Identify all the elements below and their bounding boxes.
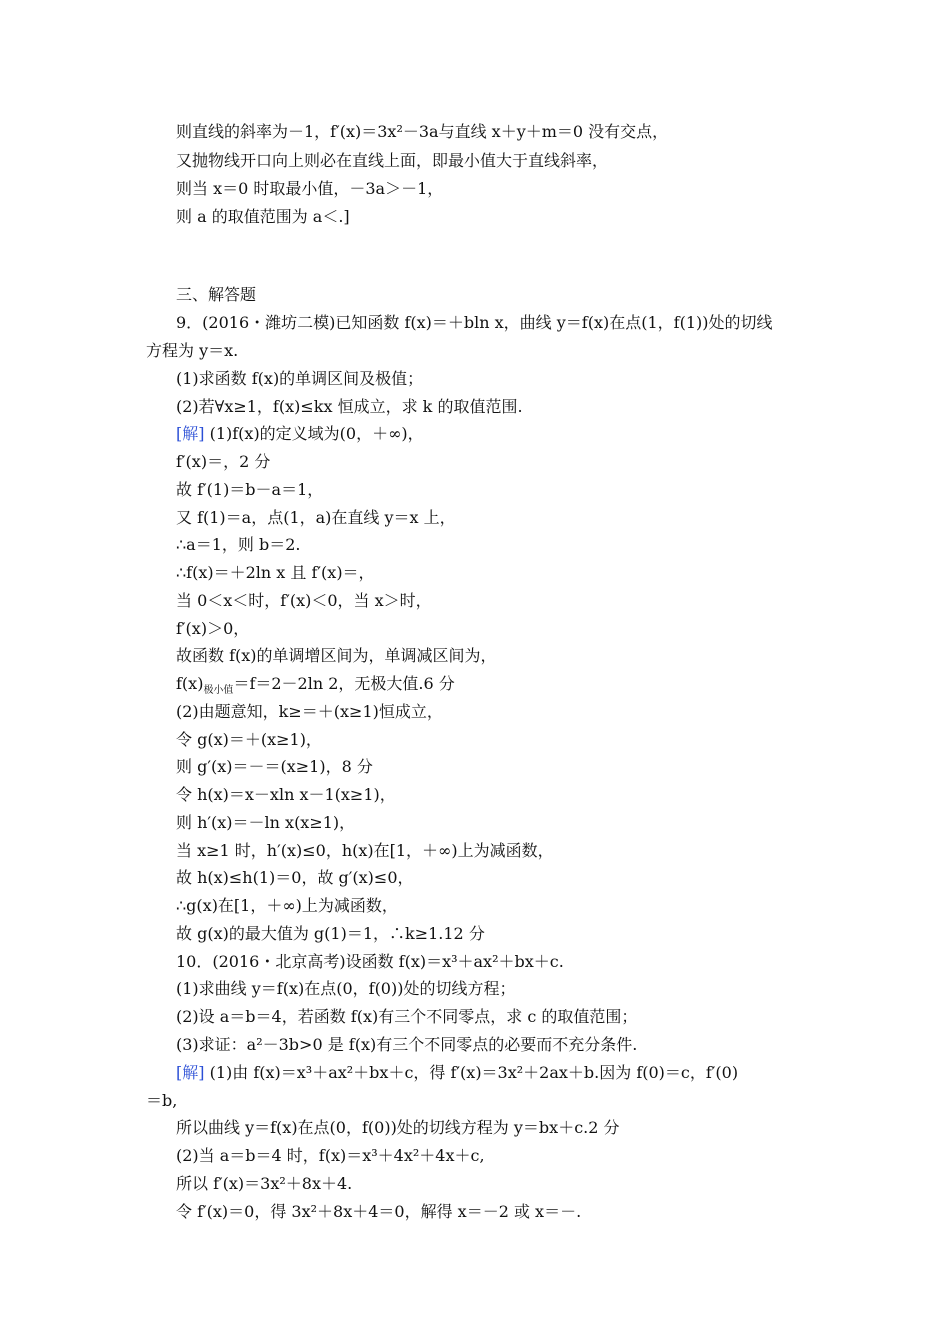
text-line: [176, 674, 455, 701]
text-line: ∴g(x)在[1，＋∞)上为减函数，: [176, 896, 398, 915]
text-line: ＝b,: [146, 1091, 178, 1110]
text-line: 令 g(x)＝＋(x≥1)，: [176, 730, 322, 749]
text-line: 则 a 的取值范围为 a＜.]: [176, 207, 350, 226]
text-line: 又抛物线开口向上则必在直线上面，即最小值大于直线斜率，: [176, 151, 609, 170]
text-line: 故 h(x)≤h(1)＝0，故 g′(x)≤0，: [176, 868, 414, 887]
text-line: (2)由题意知，k≥＝＋(x≥1)恒成立，: [176, 702, 443, 721]
text-line: 故函数 f(x)的单调增区间为，单调减区间为，: [176, 646, 497, 665]
solution-marker: [解]: [176, 424, 205, 443]
text-line: (1)求曲线 y＝f(x)在点(0，f(0))处的切线方程；: [176, 979, 516, 998]
text-line: (2)若∀x≥1，f(x)≤kx 恒成立，求 k 的取值范围.: [176, 397, 523, 416]
text-line: ∴f(x)＝＋2ln x 且 f′(x)＝，: [176, 563, 375, 582]
problem-10-statement: 10．(2016・北京高考)设函数 f(x)＝x³＋ax²＋bx＋c.: [176, 952, 564, 971]
text-line: ∴a＝1，则 b＝2.: [176, 535, 301, 554]
text-line: (1)求函数 f(x)的单调区间及极值；: [176, 369, 424, 388]
text-line: 又 f(1)＝a，点(1，a)在直线 y＝x 上，: [176, 508, 456, 527]
text-line: 当 0＜x＜时，f′(x)＜0，当 x＞时，: [176, 591, 432, 610]
solution-line: [176, 1063, 738, 1083]
text-line: 则直线的斜率为－1，f′(x)＝3x²－3a与直线 x＋y＋m＝0 没有交点，: [176, 122, 669, 141]
solution-marker: [解]: [176, 1063, 205, 1082]
text-line: (2)设 a＝b＝4，若函数 f(x)有三个不同零点，求 c 的取值范围；: [176, 1007, 638, 1026]
text-line: f′(x)＞0，: [176, 619, 250, 638]
problem-9-statement: 9．(2016・潍坊二模)已知函数 f(x)＝＋bln x，曲线 y＝f(x)在点(1，f(1))处的切线: [176, 313, 773, 332]
text-line: 所以曲线 y＝f(x)在点(0，f(0))处的切线方程为 y＝bx＋c.2 分: [176, 1118, 620, 1137]
solution-line: [176, 424, 424, 444]
text-line: 则当 x＝0 时取最小值，－3a＞－1，: [176, 179, 444, 198]
text-line: 当 x≥1 时，h′(x)≤0，h(x)在[1，＋∞)上为减函数，: [176, 841, 554, 860]
section-heading: 三、解答题: [176, 285, 257, 304]
text-line: 则 g′(x)＝－＝(x≥1)，8 分: [176, 757, 373, 776]
text-span: (1)f(x)的定义域为(0，＋∞)，: [204, 424, 424, 443]
text-line: (3)求证：a²－3b>0 是 f(x)有三个不同零点的必要而不充分条件.: [176, 1035, 638, 1054]
text-line: 方程为 y＝x.: [146, 341, 239, 360]
text-span: (1)由 f(x)＝x³＋ax²＋bx＋c，得 f′(x)＝3x²＋2ax＋b.因为 f(0)＝c，f′(0): [204, 1063, 739, 1082]
text-line: f′(x)＝，2 分: [176, 452, 271, 471]
text-line: 令 f′(x)＝0，得 3x²＋8x＋4＝0，解得 x＝－2 或 x＝－.: [176, 1202, 582, 1221]
text-line: 令 h(x)＝x－xln x－1(x≥1)，: [176, 785, 396, 804]
text-span: f(x): [176, 674, 204, 693]
text-span: ＝f＝2－2ln 2，无极大值.6 分: [233, 674, 455, 693]
text-line: 故 g(x)的最大值为 g(1)＝1，∴k≥1.12 分: [176, 924, 485, 943]
subscript: 极小值: [203, 685, 234, 697]
text-line: 所以 f′(x)＝3x²＋8x＋4.: [176, 1174, 353, 1193]
text-line: 故 f′(1)＝b－a＝1，: [176, 480, 324, 499]
text-line: 则 h′(x)＝－ln x(x≥1)，: [176, 813, 356, 832]
text-line: (2)当 a＝b＝4 时，f(x)＝x³＋4x²＋4x＋c,: [176, 1146, 485, 1165]
